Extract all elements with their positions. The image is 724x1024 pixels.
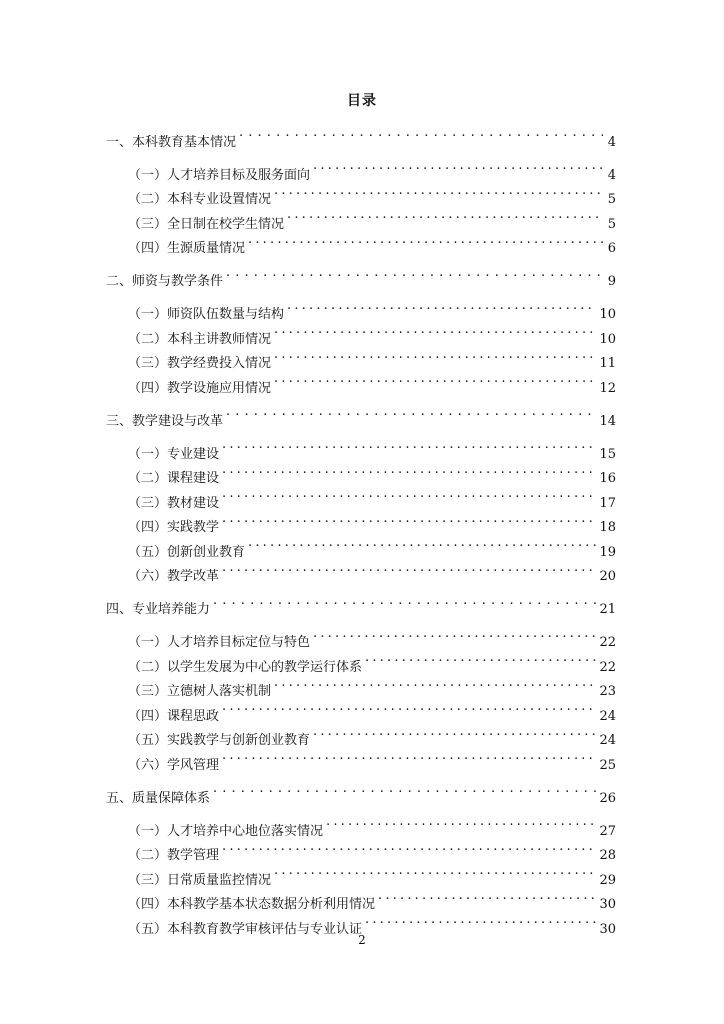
toc-subsection-entry[interactable] <box>106 810 616 839</box>
toc-dot-leader <box>313 622 596 647</box>
toc-entry-page-number: 5 <box>607 216 616 232</box>
toc-entry-label: （一）师资队伍数量与结构 <box>128 307 285 322</box>
toc-dot-leader <box>213 777 596 802</box>
toc-entry-page-number: 25 <box>599 757 616 773</box>
toc-entry-page-number: 16 <box>599 471 616 486</box>
toc-entry-page-number: 10 <box>599 307 616 322</box>
toc-dot-leader <box>365 646 596 671</box>
toc-entry-label: （三）日常质量监控情况 <box>128 872 272 888</box>
toc-entry-page-number: 26 <box>599 790 616 806</box>
toc-entry-label: 五、质量保障体系 <box>106 790 211 806</box>
toc-entry-label: （二）本科主讲教师情况 <box>128 331 272 347</box>
toc-entry-page-number: 5 <box>607 192 616 207</box>
toc-entry-page-number: 9 <box>607 274 616 289</box>
toc-entry-label: （三）教材建设 <box>128 495 220 511</box>
toc-entry-label: （四）教学设施应用情况 <box>128 380 272 396</box>
toc-dot-leader <box>239 121 603 146</box>
toc-entry-label: （五）本科教育教学审核评估与专业认证 <box>128 921 363 937</box>
toc-entry-label: （五）创新创业教育 <box>128 544 246 560</box>
toc-subsection-entry[interactable] <box>106 154 616 183</box>
toc-entry-label: （六）教学改革 <box>128 569 220 584</box>
toc-dot-leader <box>326 810 596 835</box>
toc-entry-page-number: 11 <box>599 356 616 371</box>
toc-dot-leader <box>274 859 596 884</box>
toc-dot-leader <box>378 884 596 909</box>
toc-dot-leader <box>248 228 603 253</box>
toc-entry-label: （二）课程建设 <box>128 471 220 486</box>
toc-entry-label: 三、教学建设与改革 <box>106 413 224 429</box>
toc-entry-label: （四）生源质量情况 <box>128 241 246 256</box>
toc-entry-label: （四）实践教学 <box>128 520 220 535</box>
toc-entry-label: 二、师资与教学条件 <box>106 274 224 289</box>
toc-dot-leader <box>313 720 596 745</box>
toc-section-entry[interactable] <box>106 261 616 289</box>
toc-entry-label: （二）教学管理 <box>128 848 220 863</box>
toc-entry-page-number: 20 <box>599 569 616 584</box>
toc-entry-page-number: 22 <box>599 635 616 650</box>
toc-entry-label: （一）专业建设 <box>128 446 220 462</box>
toc-dot-leader <box>222 482 596 507</box>
toc-entry-page-number: 15 <box>599 446 616 462</box>
toc-entry-label: （二）以学生发展为中心的教学运行体系 <box>128 659 363 675</box>
toc-dot-leader <box>313 154 603 179</box>
toc-entry-label: 四、专业培养能力 <box>106 602 211 617</box>
toc-dot-leader <box>222 433 596 458</box>
toc-entry-page-number: 24 <box>599 733 616 748</box>
toc-entry-page-number: 10 <box>599 331 616 347</box>
toc-entry-label: （四）课程思政 <box>128 708 220 724</box>
toc-list <box>106 121 616 937</box>
page-number: 2 <box>358 933 366 947</box>
toc-section-entry[interactable] <box>106 589 616 617</box>
toc-entry-page-number: 17 <box>599 495 616 511</box>
toc-entry-page-number: 21 <box>599 602 616 617</box>
toc-entry-label: （三）立德树人落实机制 <box>128 684 272 699</box>
toc-entry-label: （二）本科专业设置情况 <box>128 192 272 207</box>
toc-entry-page-number: 6 <box>607 241 616 256</box>
toc-entry-label: （三）教学经费投入情况 <box>128 356 272 371</box>
toc-entry-page-number: 30 <box>599 921 616 937</box>
toc-section-entry[interactable] <box>106 777 616 806</box>
toc-dot-leader <box>274 318 596 343</box>
toc-dot-leader <box>213 589 596 614</box>
toc-dot-leader <box>222 507 596 532</box>
toc-dot-leader <box>222 556 596 581</box>
toc-dot-leader <box>222 695 596 720</box>
toc-dot-leader <box>226 400 596 425</box>
toc-dot-leader <box>274 671 596 696</box>
toc-entry-page-number: 14 <box>599 413 616 429</box>
toc-entry-page-number: 22 <box>599 659 616 675</box>
toc-entry-label: （三）全日制在校学生情况 <box>128 216 285 232</box>
toc-dot-leader <box>248 531 596 556</box>
toc-dot-leader <box>222 744 596 769</box>
toc-dot-leader <box>222 835 596 860</box>
toc-entry-page-number: 23 <box>599 684 616 699</box>
toc-subsection-entry[interactable] <box>106 433 616 462</box>
toc-entry-label: 一、本科教育基本情况 <box>106 134 237 150</box>
toc-entry-label: （一）人才培养目标定位与特色 <box>128 635 311 650</box>
toc-dot-leader <box>287 203 603 228</box>
toc-dot-leader <box>222 458 596 483</box>
toc-entry-label: （四）本科教学基本状态数据分析利用情况 <box>128 897 376 912</box>
toc-entry-label: （一）人才培养中心地位落实情况 <box>128 823 324 839</box>
toc-subsection-entry[interactable] <box>106 294 616 322</box>
toc-dot-leader <box>274 343 596 368</box>
toc-entry-page-number: 29 <box>599 872 616 888</box>
toc-section-entry[interactable] <box>106 121 616 150</box>
toc-section-entry[interactable] <box>106 400 616 429</box>
toc-entry-label: （五）实践教学与创新创业教育 <box>128 733 311 748</box>
toc-entry-page-number: 30 <box>599 897 616 912</box>
toc-entry-label: （六）学风管理 <box>128 757 220 773</box>
toc-entry-page-number: 4 <box>607 167 616 183</box>
toc-dot-leader <box>274 367 596 392</box>
toc-entry-label: （一）人才培养目标及服务面向 <box>128 167 311 183</box>
toc-subsection-entry[interactable] <box>106 622 616 650</box>
toc-dot-leader <box>365 908 596 933</box>
toc-dot-leader <box>274 179 603 204</box>
toc-entry-page-number: 4 <box>607 134 616 150</box>
toc-entry-page-number: 24 <box>599 708 616 724</box>
toc-entry-page-number: 12 <box>599 380 616 396</box>
toc-entry-page-number: 19 <box>599 544 616 560</box>
toc-entry-page-number: 18 <box>599 520 616 535</box>
toc-dot-leader <box>287 294 596 319</box>
toc-entry-page-number: 28 <box>599 848 616 863</box>
toc-dot-leader <box>226 261 603 286</box>
toc-entry-page-number: 27 <box>599 823 616 839</box>
toc-title: 目录 <box>347 93 377 109</box>
